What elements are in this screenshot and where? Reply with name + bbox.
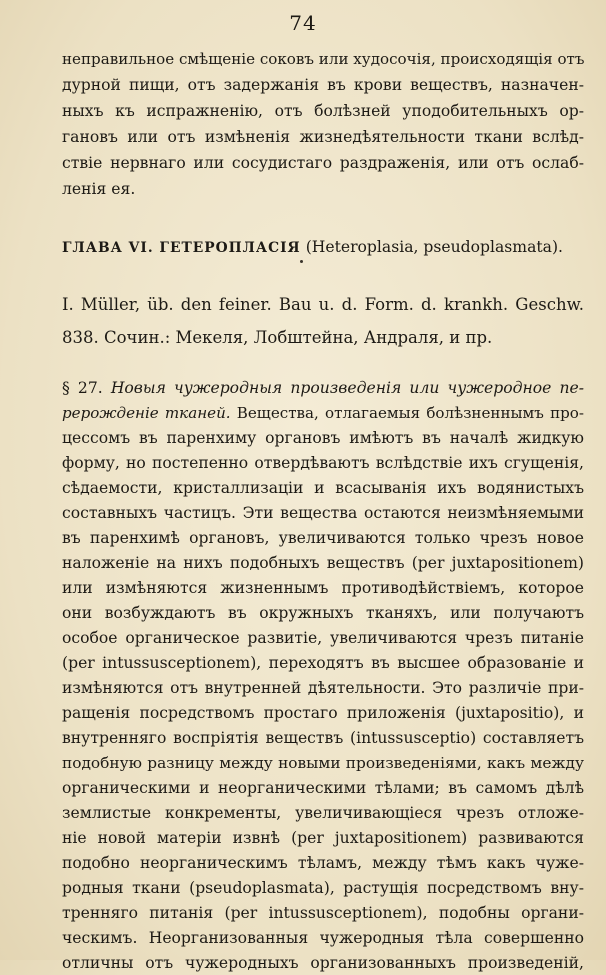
text-line: сѣдаемости, кристаллизаціи и всасыванія ихъ водянистыхъ: [62, 479, 584, 497]
section-number: § 27.: [62, 379, 103, 397]
section-heading-line: [62, 401, 584, 425]
ornament-dot: [300, 260, 303, 263]
text-line: подобно неорганическимъ тѣламъ, между тѣмъ какъ чуже-: [62, 854, 584, 872]
text-line: неправильное смѣщеніе соковъ или худосочія, происходящія отъ: [62, 50, 585, 68]
text-line: форму, но постепенно отвердѣваютъ вслѣдствіе ихъ сгущенія,: [62, 454, 584, 472]
text-line: составныхъ частицъ. Эти вещества остаются неизмѣняемыми: [62, 504, 584, 522]
chapter-title: ГЛАВА VI. ГЕТЕРОПЛАСІЯ: [62, 240, 301, 256]
text-line: наложеніе на нихъ подобныхъ веществъ (per juxtapositionem): [62, 554, 584, 572]
text-line: ращенія посредствомъ простаго приложенія (juxtapositio), и: [62, 704, 584, 722]
text-line: или измѣняются жизненнымъ противодѣйствіемъ, которое: [62, 579, 584, 597]
chapter-latin-title: (Heteroplasia, pseudoplasmata).: [305, 238, 563, 256]
text-line: ніе новой матеріи извнѣ (per juxtapositionem) развиваются: [62, 829, 584, 847]
section-heading-line: [62, 376, 584, 400]
text-line: они возбуждаютъ въ окружныхъ тканяхъ, или получаютъ: [62, 604, 584, 622]
reference-line: I. Müller, üb. den feiner. Bau u. d. Form. d. krankh. Geschw.: [62, 295, 584, 314]
text-line: внутренняго воспріятія веществъ (intussusceptio) составляетъ: [62, 729, 584, 747]
text-line: подобную разницу между новыми произведеніями, какъ между: [62, 754, 584, 772]
text-fragment: Вещества, отлагаемыя болѣзненнымъ про-: [236, 404, 584, 422]
text-line: гановъ или отъ измѣненія жизнедѣятельности ткани вслѣд-: [62, 128, 584, 146]
text-line: особое органическое развитіе, увеличиваются чрезъ питаніе: [62, 629, 584, 647]
chapter-heading: [62, 235, 562, 260]
text-line: цессомъ въ паренхиму органовъ имѣютъ въ началѣ жидкую: [62, 429, 584, 447]
text-line: въ паренхимѣ органовъ, увеличиваются только чрезъ новое: [62, 529, 584, 547]
text-line: родныя ткани (pseudoplasmata), растущія посредствомъ вну-: [62, 879, 584, 897]
text-line: тренняго питанія (per intussusceptionem), подобны органи-: [62, 904, 584, 922]
text-line: измѣняются отъ внутренней дѣятельности. Это различіе при-: [62, 679, 584, 697]
text-line: ческимъ. Неорганизованныя чужеродныя тѣла совершенно: [62, 929, 584, 947]
text-line: (per intussusceptionem), переходятъ въ высшее образованіе и: [62, 654, 584, 672]
reference-line: 838. Сочин.: Мекеля, Лобштейна, Андраля, и пр.: [62, 328, 493, 347]
text-line: ныхъ къ испражненію, отъ болѣзней уподобительныхъ ор-: [62, 102, 584, 120]
text-line: землистые конкременты, увеличивающіеся чрезъ отложе-: [62, 804, 584, 822]
section-title-cont: рерожденіе тканей.: [62, 404, 231, 422]
section-title: Новыя чужеродныя произведенія или чужеродное пе-: [110, 379, 584, 397]
text-line: отличны отъ чужеродныхъ организованныхъ произведеній,: [62, 954, 584, 972]
text-line: ствіе нервнаго или сосудистаго раздраженія, или отъ ослаб-: [62, 154, 584, 172]
text-line: органическими и неорганическими тѣлами; въ самомъ дѣлѣ: [62, 779, 584, 797]
page-number: 74: [289, 11, 317, 35]
text-line: ленія ея.: [62, 180, 136, 198]
text-line: дурной пищи, отъ задержанія въ крови веществъ, назначен-: [62, 76, 584, 94]
